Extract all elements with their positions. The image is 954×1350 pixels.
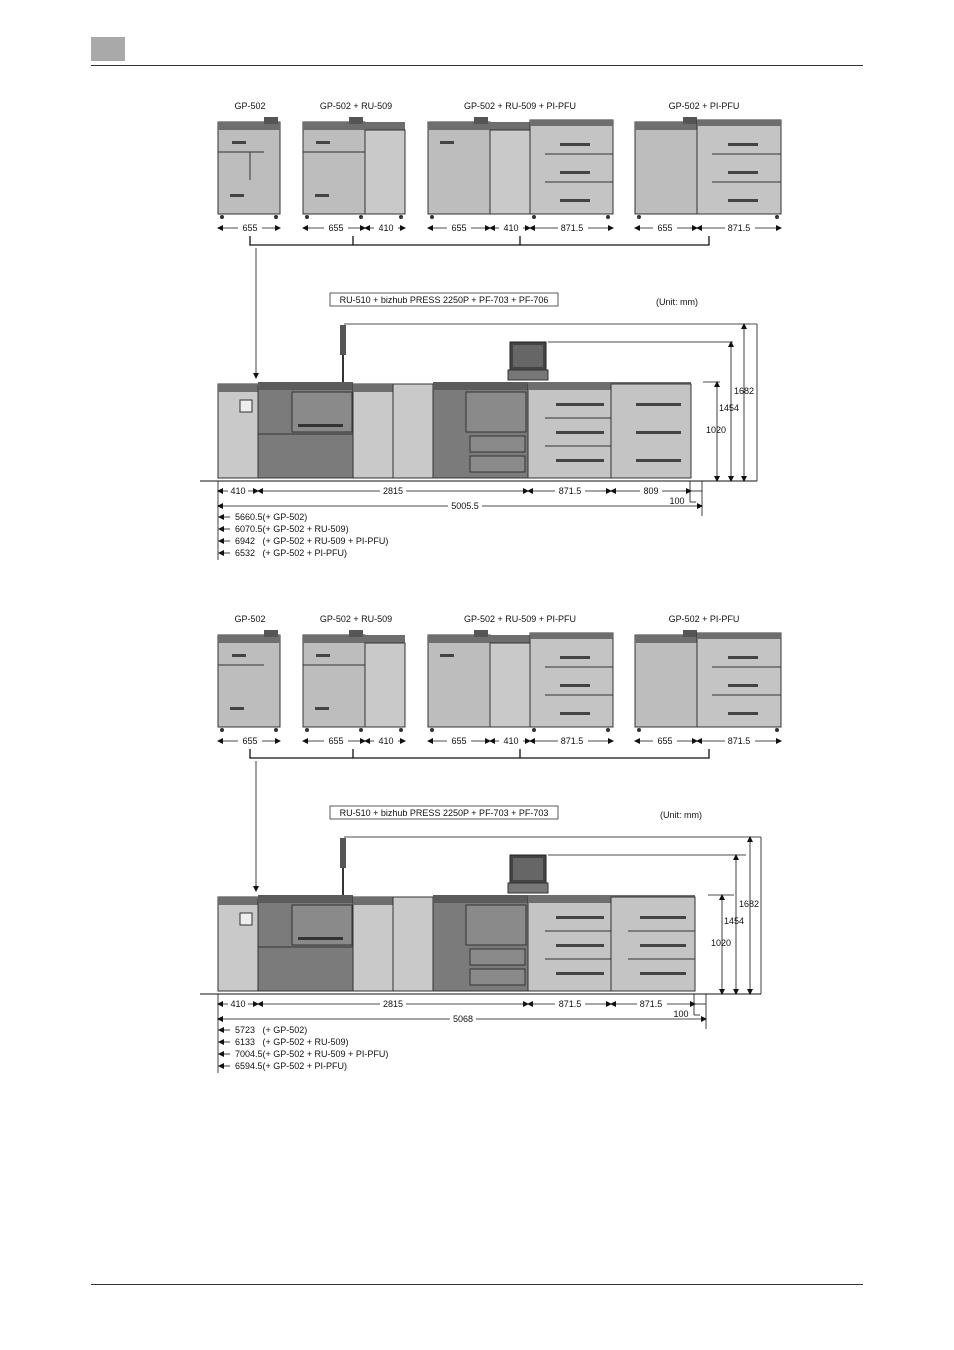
- dimension-label: 871.5: [727, 223, 751, 233]
- main-system-machine: [218, 323, 691, 478]
- option-label: GP-502 + RU-509 + PI-PFU: [463, 101, 577, 111]
- dimension-label: 100: [673, 1009, 689, 1019]
- option-bracket: [250, 236, 709, 245]
- config-label: RU-510 + bizhub PRESS 2250P + PF-703 + PF-703: [339, 808, 549, 818]
- total-width-label: 6594.5(+ GP-502 + PI-PFU): [235, 1061, 348, 1071]
- dimension-label: 2815: [382, 999, 404, 1009]
- diagram-layout-1: [200, 101, 781, 560]
- dimension-label: 410: [230, 486, 246, 496]
- option-gp502-pipfu-machine: [635, 630, 781, 732]
- dimension-label: 410: [230, 999, 246, 1009]
- diagram-layout-2: [200, 614, 781, 1073]
- total-width-label: 6133 (+ GP-502 + RU-509): [235, 1037, 349, 1047]
- dimension-label: 871.5: [558, 486, 582, 496]
- dimension-label: 655: [657, 223, 673, 233]
- dimension-label: 655: [451, 223, 467, 233]
- dimension-label: 871.5: [558, 999, 582, 1009]
- dimension-label: 410: [503, 736, 519, 746]
- option-gp502-ru509-machine: [303, 630, 405, 732]
- overall-dimension-label: 5005.5: [451, 501, 479, 511]
- option-gp502-machine: [218, 630, 280, 732]
- height-label: 1020: [711, 938, 732, 948]
- dimension-label: 410: [378, 223, 394, 233]
- overall-dimension-label: 5068: [452, 1014, 474, 1024]
- total-width-label: 6070.5(+ GP-502 + RU-509): [235, 524, 349, 534]
- main-system-machine: [218, 838, 695, 991]
- total-width-label: 6942 (+ GP-502 + RU-509 + PI-PFU): [235, 536, 389, 546]
- dimension-label: 410: [378, 736, 394, 746]
- dimension-label: 871.5: [727, 736, 751, 746]
- option-gp502-machine: [218, 117, 280, 219]
- option-label: GP-502 + RU-509: [319, 614, 393, 624]
- config-label: RU-510 + bizhub PRESS 2250P + PF-703 + PF-706: [339, 295, 549, 305]
- height-label: 1454: [719, 403, 740, 413]
- total-width-label: 7004.5(+ GP-502 + RU-509 + PI-PFU): [235, 1049, 389, 1059]
- option-gp502-ru509-machine: [303, 117, 405, 219]
- option-label: GP-502 + PI-PFU: [668, 614, 740, 624]
- option-label: GP-502 + RU-509 + PI-PFU: [463, 614, 577, 624]
- dimension-label: 655: [328, 223, 344, 233]
- total-width-lines: [219, 517, 230, 553]
- dimension-label: 871.5: [639, 999, 663, 1009]
- option-gp502-ru509-pipfu-machine: [428, 630, 613, 732]
- height-label: 1682: [734, 386, 755, 396]
- dimension-label: 809: [643, 486, 659, 496]
- total-width-lines: [219, 1030, 230, 1066]
- dimension-label: 871.5: [560, 736, 584, 746]
- dimension-label: 2815: [382, 486, 404, 496]
- option-gp502-pipfu-machine: [635, 117, 781, 219]
- total-width-label: 6532 (+ GP-502 + PI-PFU): [235, 548, 348, 558]
- dimension-label: 655: [242, 223, 258, 233]
- total-width-label: 5660.5(+ GP-502): [235, 512, 308, 522]
- option-label: GP-502 + RU-509: [319, 101, 393, 111]
- option-bracket: [250, 749, 709, 758]
- dimension-label: 655: [657, 736, 673, 746]
- option-label: GP-502: [234, 101, 266, 111]
- option-label: GP-502 + PI-PFU: [668, 101, 740, 111]
- dimension-label: 655: [328, 736, 344, 746]
- total-width-label: 5723 (+ GP-502): [235, 1025, 308, 1035]
- dimension-label: 655: [451, 736, 467, 746]
- height-label: 1682: [739, 899, 760, 909]
- unit-label: (Unit: mm): [660, 810, 702, 820]
- dimension-label: 100: [669, 496, 685, 506]
- dimension-label: 871.5: [560, 223, 584, 233]
- dimension-label: 655: [242, 736, 258, 746]
- option-label: GP-502: [234, 614, 266, 624]
- dimension-label: 410: [503, 223, 519, 233]
- height-label: 1454: [724, 916, 745, 926]
- height-label: 1020: [706, 425, 727, 435]
- unit-label: (Unit: mm): [656, 297, 698, 307]
- option-gp502-ru509-pipfu-machine: [428, 117, 613, 219]
